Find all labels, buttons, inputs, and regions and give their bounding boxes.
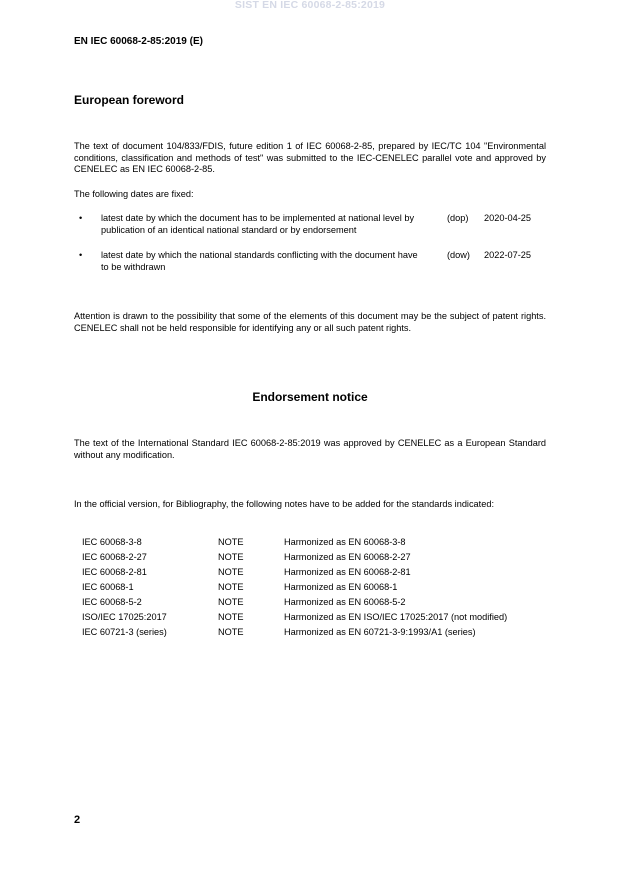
harmonized-text: Harmonized as EN 60068-5-2 <box>284 597 406 607</box>
harmonized-text: Harmonized as EN 60068-2-81 <box>284 567 411 577</box>
date-item-date: 2022-07-25 <box>484 250 531 260</box>
standard-id: IEC 60068-2-81 <box>82 567 147 577</box>
date-item-text: latest date by which the national standards conflicting with the document have to be withdrawn <box>101 250 418 272</box>
standard-id: IEC 60068-2-27 <box>82 552 147 562</box>
foreword-paragraph-2: The following dates are fixed: <box>74 189 194 199</box>
endorsement-title: Endorsement notice <box>252 390 368 404</box>
harmonized-text: Harmonized as EN 60068-3-8 <box>284 537 406 547</box>
date-item-dow <box>74 250 546 276</box>
standard-id: IEC 60068-1 <box>82 582 134 592</box>
harmonized-text: Harmonized as EN 60721-3-9:1993/A1 (series) <box>284 627 476 637</box>
endorsement-paragraph-1: The text of the International Standard IEC 60068-2-85:2019 was approved by CENELEC as a European Standard without any modification. <box>74 438 546 460</box>
foreword-paragraph-1: The text of document 104/833/FDIS, future edition 1 of IEC 60068-2-85, prepared by IEC/TC 104 "Environmental conditions, classification and methods of test" was submitted to the IEC-CENELEC parallel vote and approved by CENELEC as EN IEC 60068-2-85. <box>74 141 546 175</box>
document-header: EN IEC 60068-2-85:2019 (E) <box>74 36 203 47</box>
standard-id: ISO/IEC 17025:2017 <box>82 612 167 622</box>
bullet-icon: • <box>79 250 83 260</box>
bullet-icon: • <box>79 213 83 223</box>
harmonized-text: Harmonized as EN 60068-2-27 <box>284 552 411 562</box>
foreword-paragraph-3: Attention is drawn to the possibility that some of the elements of this document may be the subject of patent rights. CENELEC shall not be held responsible for identifying any or all such patent rights. <box>74 311 546 333</box>
note-label: NOTE <box>218 567 244 577</box>
note-label: NOTE <box>218 597 244 607</box>
note-label: NOTE <box>218 627 244 637</box>
date-item-abbr: (dow) <box>447 250 470 260</box>
harmonized-text: Harmonized as EN 60068-1 <box>284 582 398 592</box>
note-label: NOTE <box>218 582 244 592</box>
note-label: NOTE <box>218 552 244 562</box>
date-item-date: 2020-04-25 <box>484 213 531 223</box>
date-item-text: latest date by which the document has to be implemented at national level by publication of an identical national standard or by endorsement <box>101 213 415 235</box>
date-item-abbr: (dop) <box>447 213 469 223</box>
standard-id: IEC 60068-5-2 <box>82 597 142 607</box>
foreword-title: European foreword <box>74 93 185 107</box>
standard-id: IEC 60721-3 (series) <box>82 627 167 637</box>
note-label: NOTE <box>218 612 244 622</box>
harmonized-text: Harmonized as EN ISO/IEC 17025:2017 (not modified) <box>284 612 508 622</box>
note-label: NOTE <box>218 537 244 547</box>
date-item-dop <box>74 213 546 239</box>
page-number: 2 <box>74 814 81 826</box>
endorsement-paragraph-2: In the official version, for Bibliography, the following notes have to be added for the standards indicated: <box>74 499 494 509</box>
watermark: SIST EN IEC 60068-2-85:2019 <box>234 0 386 11</box>
standard-id: IEC 60068-3-8 <box>82 537 142 547</box>
